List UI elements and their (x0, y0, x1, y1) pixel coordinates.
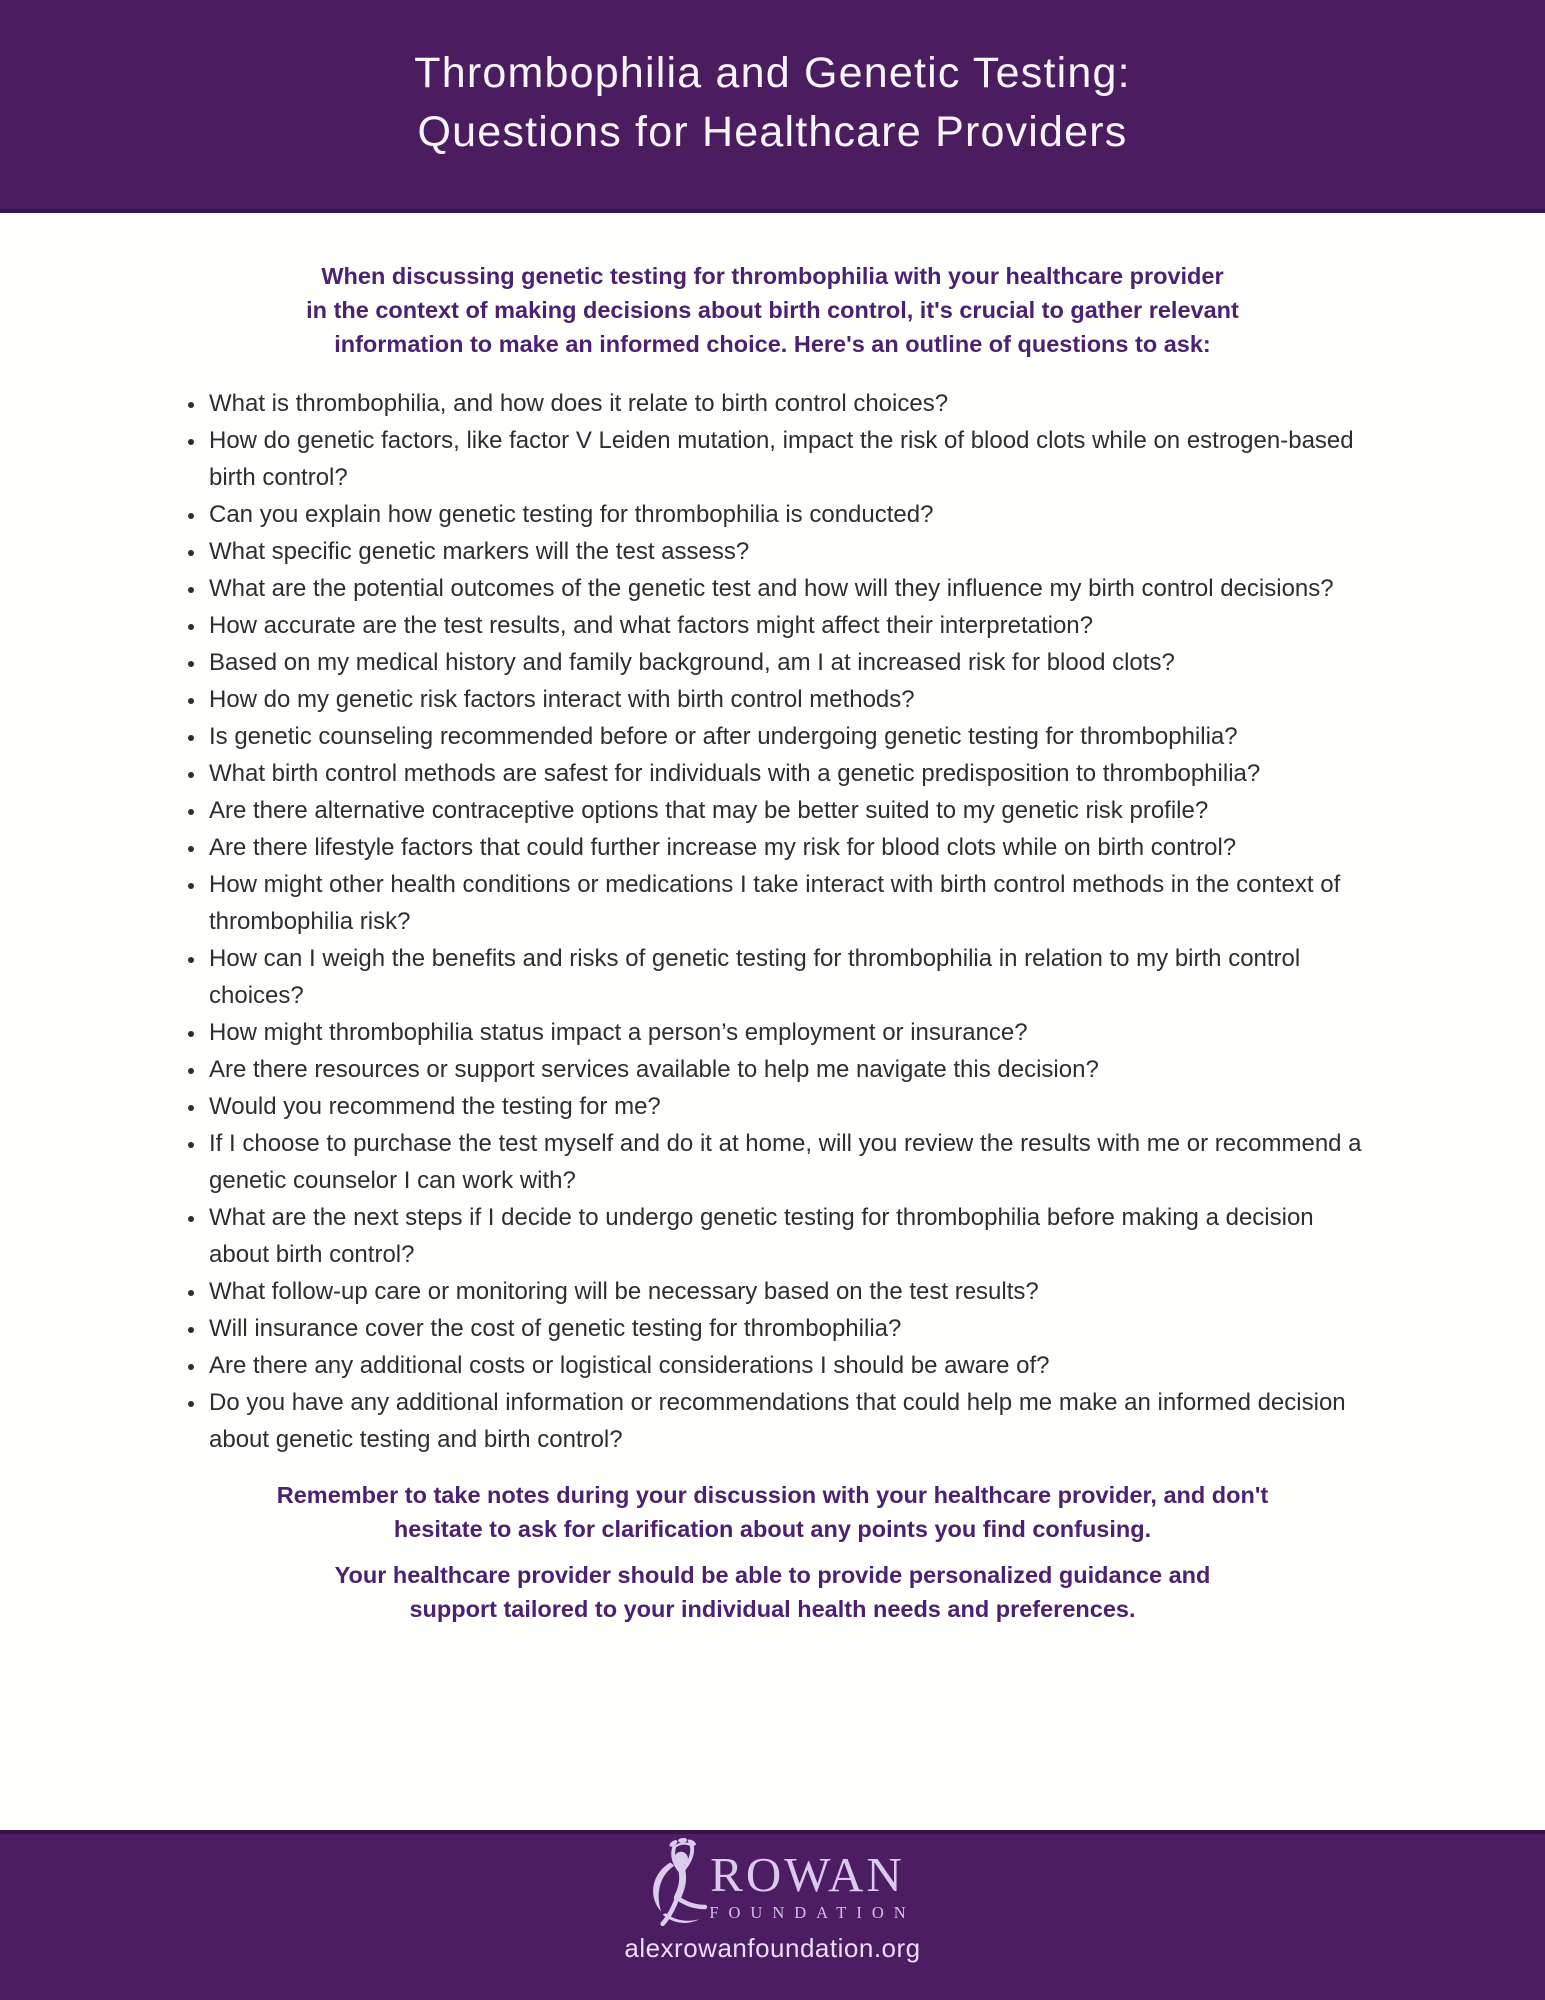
closing-note-2-line-2: support tailored to your individual health needs and preferences. (409, 1596, 1136, 1622)
question-item: • Will insurance cover the cost of genetic testing for thrombophilia? (207, 1310, 1368, 1347)
question-item: • What specific genetic markers will the test assess? (207, 533, 1368, 570)
dancer-figure-icon (639, 1838, 717, 1930)
question-item: • What birth control methods are safest for individuals with a genetic predisposition to thrombophilia? (207, 755, 1368, 792)
page-title-line-2: Questions for Healthcare Providers (417, 108, 1128, 156)
footer-banner (0, 1830, 1545, 2000)
page-title-line-1: Thrombophilia and Genetic Testing: (414, 49, 1131, 97)
question-item: • What is thrombophilia, and how does it relate to birth control choices? (207, 385, 1368, 422)
question-item: • How might other health conditions or medications I take interact with birth control methods in the context of thrombophilia risk? (207, 866, 1368, 940)
closing-note-1-line-1: Remember to take notes during your discussion with your healthcare provider, and don't (276, 1482, 1269, 1508)
question-item: • Do you have any additional information or recommendations that could help me make an informed decision about genetic testing and birth control? (207, 1384, 1368, 1458)
question-item: • How can I weigh the benefits and risks of genetic testing for thrombophilia in relation to my birth control choices? (207, 940, 1368, 1014)
logo-name: ROWAN (710, 1846, 905, 1902)
logo-text (709, 1846, 916, 1923)
question-item: • Can you explain how genetic testing for thrombophilia is conducted? (207, 496, 1368, 533)
question-item: • Is genetic counseling recommended before or after undergoing genetic testing for thrombophilia? (207, 718, 1368, 755)
page-title (0, 44, 1545, 162)
closing-note-1-line-2: hesitate to ask for clarification about any points you find confusing. (393, 1516, 1152, 1542)
closing-note-1 (277, 1478, 1268, 1546)
intro-line-1: When discussing genetic testing for thrombophilia with your healthcare provider (321, 263, 1224, 289)
intro-line-2: in the context of making decisions about birth control, it's crucial to gather relevant (306, 297, 1239, 323)
intro-line-3: information to make an informed choice. Here's an outline of questions to ask: (334, 331, 1211, 357)
question-item: • How accurate are the test results, and what factors might affect their interpretation? (207, 607, 1368, 644)
header-banner (0, 0, 1545, 213)
question-item: • If I choose to purchase the test myself and do it at home, will you review the results with me or recommend a genetic counselor I can work with? (207, 1125, 1368, 1199)
question-item: • Based on my medical history and family background, am I at increased risk for blood clots? (207, 644, 1368, 681)
closing-note-2 (335, 1558, 1211, 1626)
closing-note-2-line-1: Your healthcare provider should be able to provide personalized guidance and (334, 1562, 1211, 1588)
question-item: • How do my genetic risk factors interact with birth control methods? (207, 681, 1368, 718)
questions-list (178, 385, 1368, 1458)
question-item: • What follow-up care or monitoring will be necessary based on the test results? (207, 1273, 1368, 1310)
question-item: • What are the next steps if I decide to undergo genetic testing for thrombophilia before making a decision about birth control? (207, 1199, 1368, 1273)
question-item: • Are there alternative contraceptive options that may be better suited to my genetic risk profile? (207, 792, 1368, 829)
logo-subtitle: FOUNDATION (709, 1902, 916, 1922)
question-item: • Are there any additional costs or logistical considerations I should be aware of? (207, 1347, 1368, 1384)
footer-website: alexrowanfoundation.org (624, 1933, 921, 1963)
question-item: • Are there lifestyle factors that could further increase my risk for blood clots while on birth control? (207, 829, 1368, 866)
rowan-foundation-logo (639, 1842, 916, 1930)
question-item: • How might thrombophilia status impact a person’s employment or insurance? (207, 1014, 1368, 1051)
question-item: • Would you recommend the testing for me? (207, 1088, 1368, 1125)
question-item: • What are the potential outcomes of the genetic test and how will they influence my birth control decisions? (207, 570, 1368, 607)
intro-paragraph (306, 259, 1239, 361)
question-item: • Are there resources or support services available to help me navigate this decision? (207, 1051, 1368, 1088)
question-item: • How do genetic factors, like factor V Leiden mutation, impact the risk of blood clots while on estrogen-based birth control? (207, 422, 1368, 496)
